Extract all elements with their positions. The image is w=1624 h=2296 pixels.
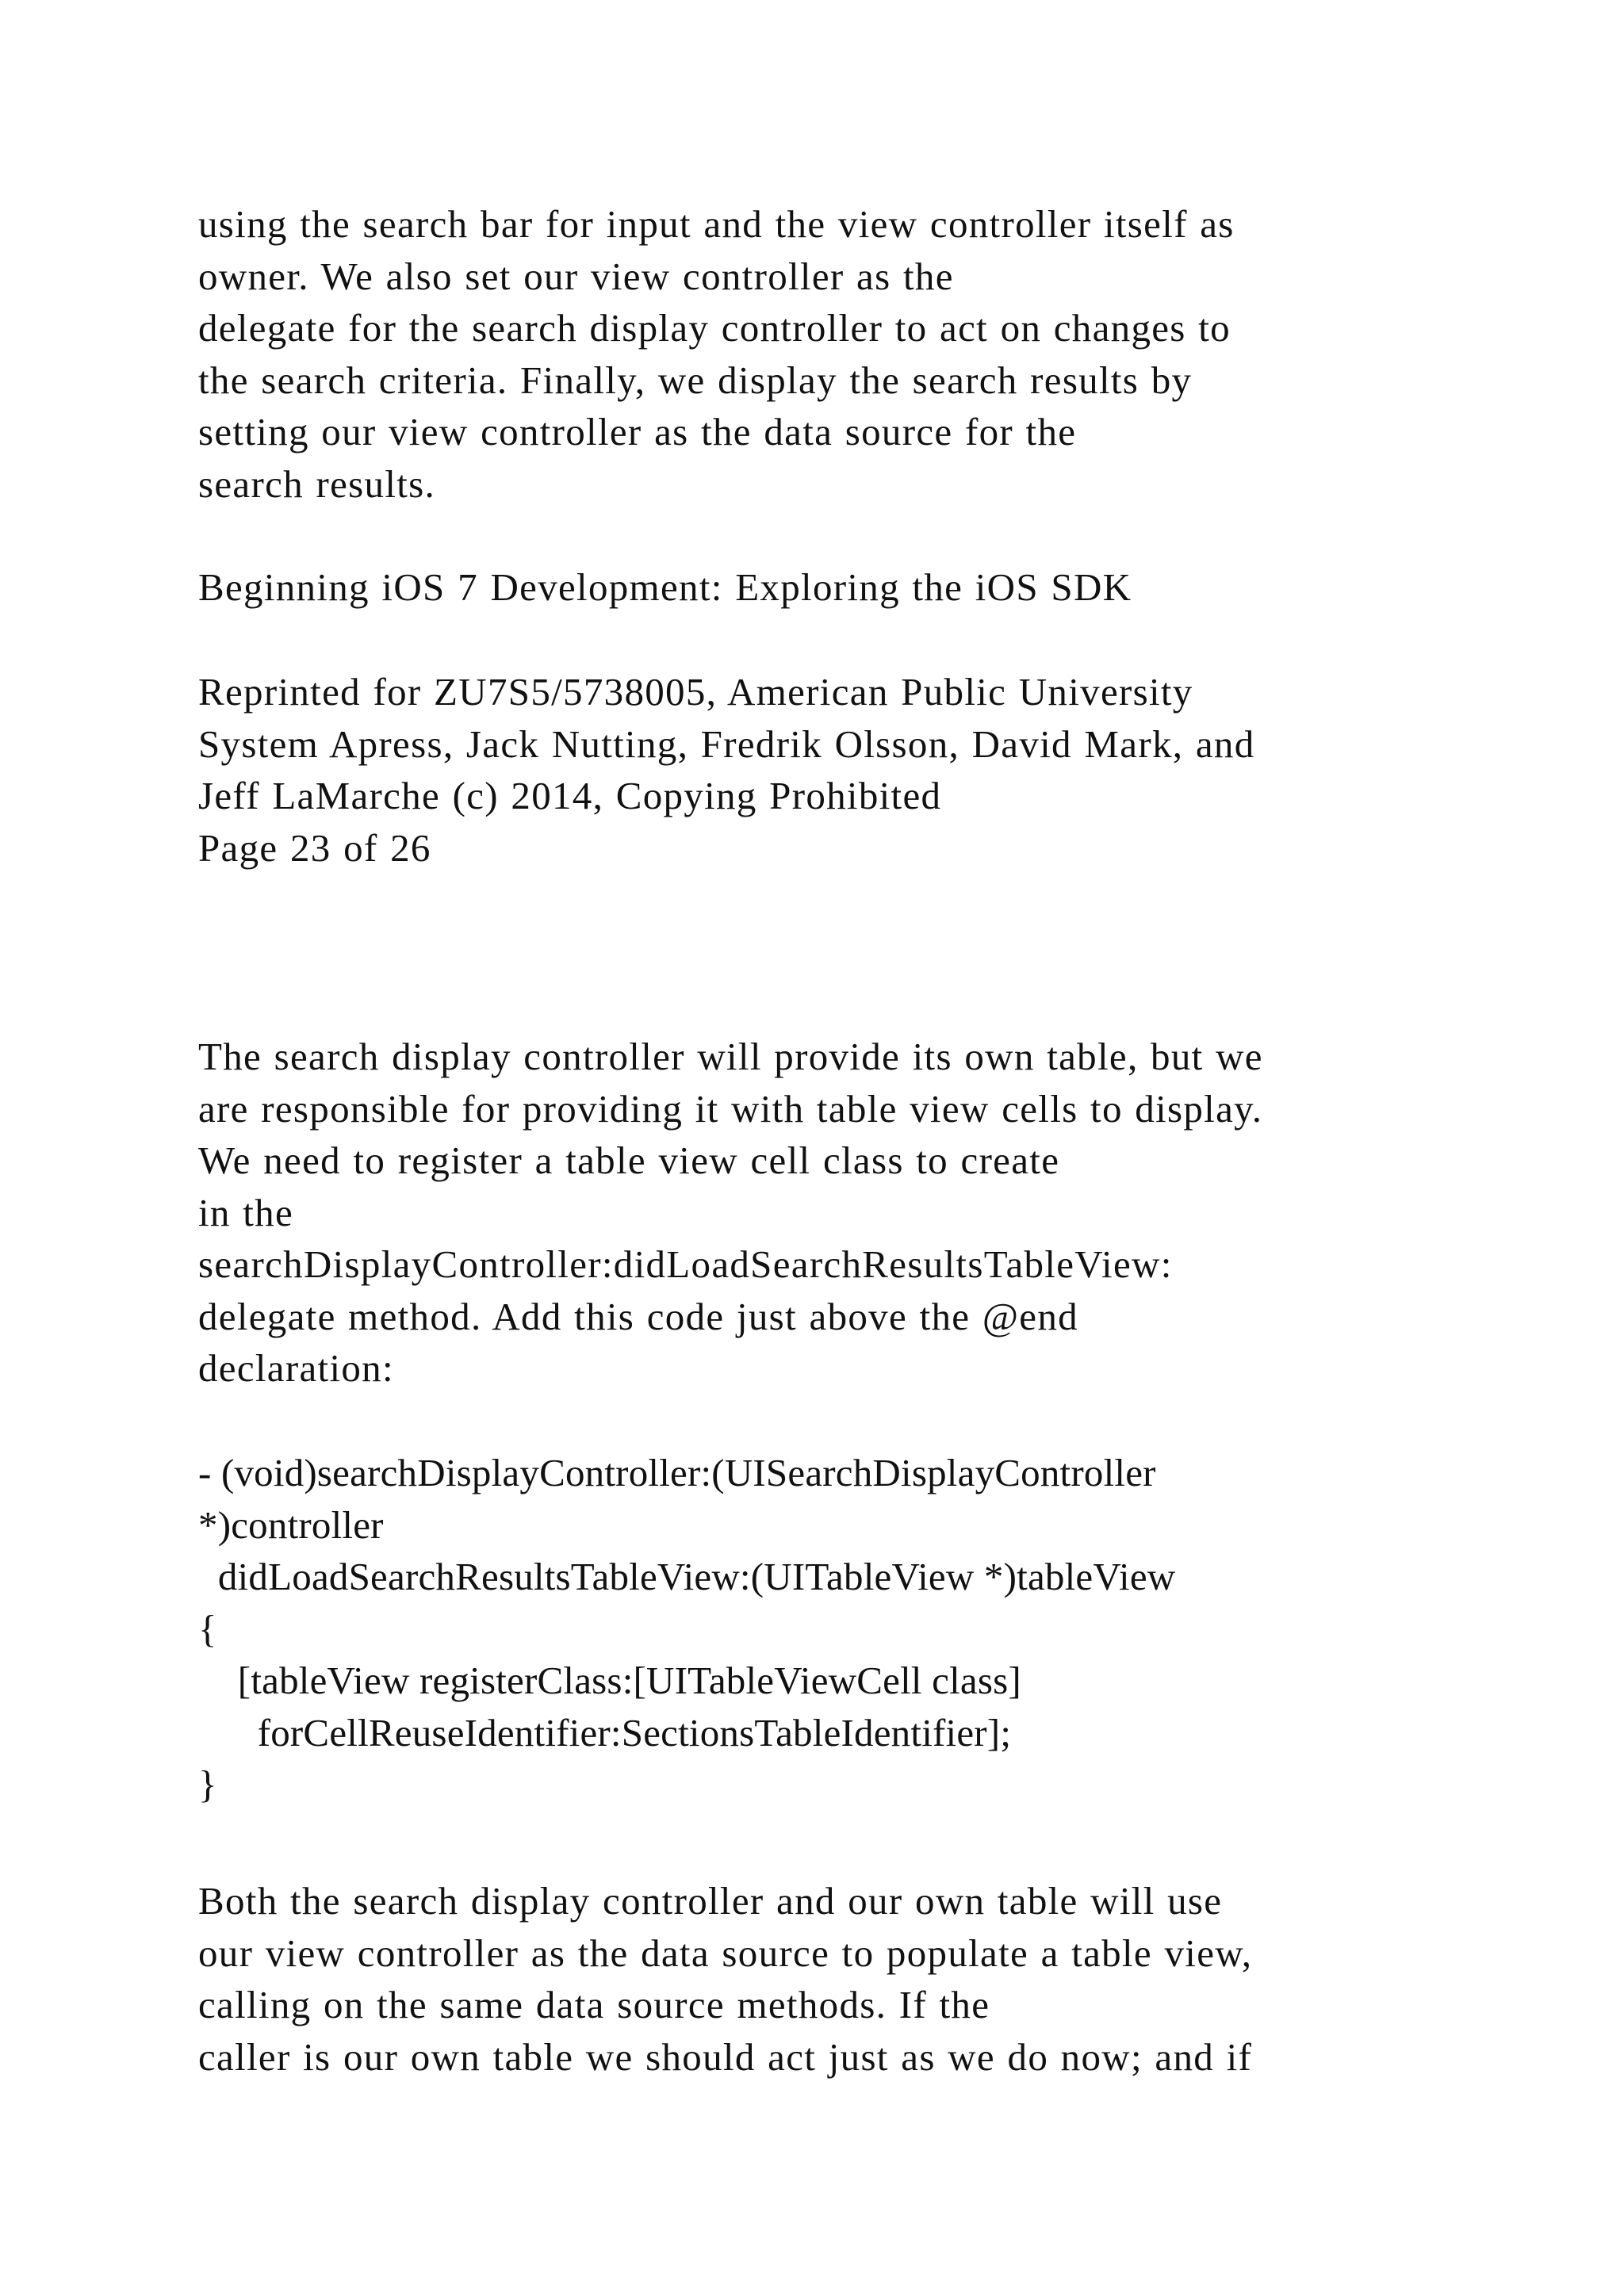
page-number: Page 23 of 26 bbox=[198, 825, 431, 870]
text-line: the search criteria. Finally, we display the search results by bbox=[198, 358, 1193, 402]
text-line: using the search bar for input and the view controller itself as bbox=[198, 202, 1235, 246]
text-line: calling on the same data source methods. If the bbox=[198, 1983, 990, 2026]
reprint-line: Reprinted for ZU7S5/5738005, American Public University bbox=[198, 670, 1193, 714]
code-line: { bbox=[198, 1606, 217, 1651]
code-line: forCellReuseIdentifier:SectionsTableIdentifier]; bbox=[198, 1710, 1012, 1755]
text-line: declaration: bbox=[198, 1346, 394, 1390]
reprint-line: Jeff LaMarche (c) 2014, Copying Prohibited bbox=[198, 774, 942, 817]
text-line: owner. We also set our view controller as the bbox=[198, 254, 954, 298]
text-line: search results. bbox=[198, 461, 436, 506]
reprint-line: System Apress, Jack Nutting, Fredrik Olsson, David Mark, and bbox=[198, 721, 1255, 766]
book-title-text: Beginning iOS 7 Development: Exploring the iOS SDK bbox=[198, 565, 1132, 609]
code-line: didLoadSearchResultsTableView:(UITableView *)tableView bbox=[198, 1555, 1176, 1598]
text-line: in the bbox=[198, 1190, 294, 1234]
paragraph-search-bar-setup bbox=[198, 198, 1483, 510]
code-line: } bbox=[198, 1762, 217, 1806]
text-line: our view controller as the data source to populate a table view, bbox=[198, 1931, 1253, 1975]
code-line: *)controller bbox=[198, 1502, 384, 1547]
paragraph-data-source bbox=[198, 1875, 1483, 2083]
text-line: caller is our own table we should act just as we do now; and if bbox=[198, 2034, 1253, 2079]
reprint-notice bbox=[198, 666, 1483, 874]
text-line: setting our view controller as the data source for the bbox=[198, 410, 1077, 453]
text-line: Both the search display controller and our own table will use bbox=[198, 1879, 1223, 1923]
text-line: delegate for the search display controller to act on changes to bbox=[198, 306, 1231, 350]
text-line: are responsible for providing it with table view cells to display. bbox=[198, 1086, 1263, 1131]
paragraph-table-view-cells bbox=[198, 1031, 1483, 1395]
book-title bbox=[198, 561, 1483, 614]
code-listing bbox=[198, 1447, 1483, 1811]
code-line: - (void)searchDisplayController:(UISearchDisplayController bbox=[198, 1451, 1156, 1494]
text-line: delegate method. Add this code just above the @end bbox=[198, 1294, 1078, 1338]
text-line: We need to register a table view cell class to create bbox=[198, 1138, 1060, 1182]
text-line: searchDisplayController:didLoadSearchResultsTableView: bbox=[198, 1242, 1173, 1286]
code-line: [tableView registerClass:[UITableViewCell class] bbox=[198, 1659, 1021, 1702]
text-line: The search display controller will provide its own table, but we bbox=[198, 1035, 1263, 1078]
